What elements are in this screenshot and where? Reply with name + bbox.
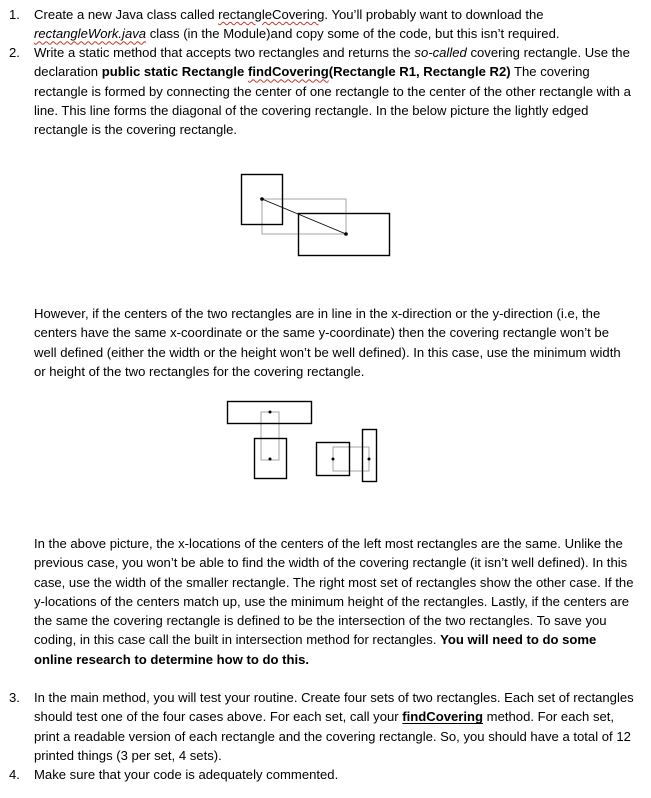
covering-rectangle <box>261 412 279 460</box>
paragraph-inline-centers: However, if the centers of the two rectangles are in line in the x-direction or the y-direction (i.e, the centers have the same x-coordinate or the same y-coordinate) then the covering rectangle won’t be well defined (either the width or the height won’t be well defined). In this case, use the minimum width or height of the two rectangles for the covering rectangle. <box>34 306 621 379</box>
center-point <box>260 197 264 201</box>
center-point <box>269 411 272 414</box>
list-number: 3. <box>9 690 20 705</box>
file-name: rectangleWork.java <box>34 26 147 42</box>
class-name: rectangleCovering <box>218 7 325 22</box>
list-item-text: Write a static method that accepts two rectangles and returns the so-called covering rectangle. Use the declaration public static Rectangle findCovering(Rectangle R1, Rectangle R2) The covering rectangle is formed by connecting the center of one rectangle to the center of the other rectangle with a line. This line forms the diagonal of the covering rectangle. In the below picture the lightly edged rectangle is the covering rectangle. <box>34 45 631 138</box>
covering-diagram <box>240 172 392 258</box>
research-note: You will need to do some online research to determine how to do this. <box>34 632 597 667</box>
list-number: 4. <box>9 767 20 782</box>
diagonal-line <box>262 199 346 234</box>
center-point <box>344 232 348 236</box>
center-point <box>332 458 335 461</box>
list-number: 2. <box>9 45 20 60</box>
list-number: 1. <box>9 7 20 22</box>
list-item-text: In the main method, you will test your routine. Create four sets of two rectangles. Each set of rectangles should test one of the four cases above. For each set, call your findCovering method. For each set, print a readable version of each rectangle and the covering rectangle. So, you should have a total of 12 printed things (3 per set, 4 sets). <box>34 690 634 763</box>
center-point <box>368 458 371 461</box>
method-declaration: public static Rectangle findCovering(Rectangle R1, Rectangle R2) <box>101 64 511 80</box>
list-item-text: Make sure that your code is adequately commented. <box>34 767 339 782</box>
method-name: findCovering <box>402 709 484 725</box>
paragraph-above-picture: In the above picture, the x-locations of the centers of the left most rectangles are the same. Unlike the previous case, you won’t be able to find the width of the covering rectangle (it isn’t well defined). In this case, use the width of the smaller rectangle. The right most set of rectangles show the other case. If the y-locations of the centers match up, use the minimum height of the rectangles. Lastly, if the centers are the same the covering rectangle is defined to be the intersection of the two rectangles. To save you coding, in this case call the built in intersection method for rectangles. You will need to do some online research to determine how to do this. <box>34 536 634 667</box>
covering-rectangle <box>333 447 369 471</box>
list-item-text: Create a new Java class called rectangleCovering. You’ll probably want to download the rectangleWork.java class (in the Module)and copy some of the code, but this isn’t required. <box>34 7 560 42</box>
inline-centers-diagram <box>226 398 382 484</box>
center-point <box>269 458 272 461</box>
